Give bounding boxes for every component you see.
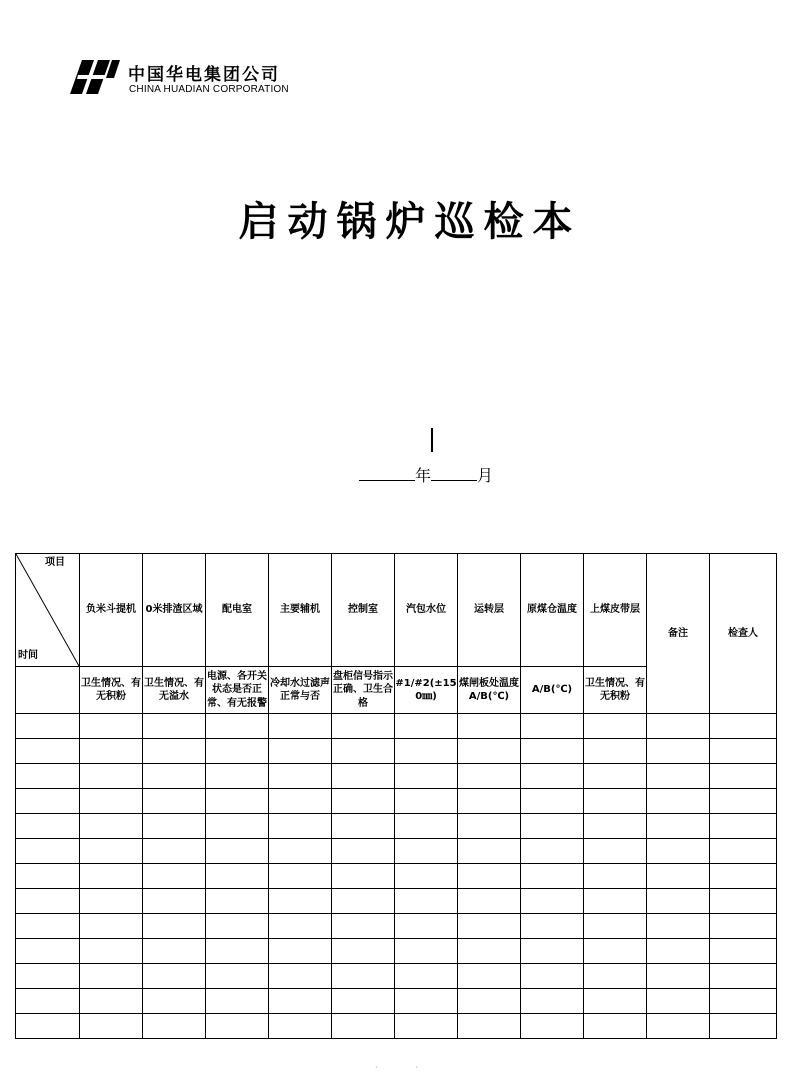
entry-cell[interactable] [584, 864, 647, 889]
time-cell[interactable] [16, 964, 80, 989]
entry-cell[interactable] [458, 1014, 521, 1039]
entry-cell[interactable] [521, 889, 584, 914]
column-header: 配电室 [206, 554, 269, 667]
month-label: 月 [477, 466, 494, 485]
column-header: 控制室 [332, 554, 395, 667]
entry-cell[interactable] [710, 864, 777, 889]
entry-cell[interactable] [584, 714, 647, 739]
entry-cell[interactable] [395, 964, 458, 989]
year-blank[interactable] [359, 464, 415, 481]
year-label: 年 [415, 466, 432, 485]
entry-cell[interactable] [332, 964, 395, 989]
entry-cell[interactable] [395, 914, 458, 939]
criteria-cell: #1/#2(±150㎜) [395, 667, 458, 714]
corner-time-label: 时间 [18, 649, 38, 661]
entry-cell[interactable] [80, 789, 143, 814]
entry-cell[interactable] [332, 864, 395, 889]
entry-cell[interactable] [80, 964, 143, 989]
table-row [16, 964, 777, 989]
entry-cell[interactable] [332, 714, 395, 739]
entry-cell[interactable] [521, 814, 584, 839]
time-cell[interactable] [16, 839, 80, 864]
entry-cell[interactable] [332, 839, 395, 864]
company-logo [68, 58, 318, 98]
criteria-cell: 冷却水过滤声正常与否 [269, 667, 332, 714]
entry-cell[interactable] [710, 764, 777, 789]
entry-cell[interactable] [206, 939, 269, 964]
entry-cell[interactable] [332, 814, 395, 839]
entry-cell[interactable] [269, 939, 332, 964]
time-cell[interactable] [16, 739, 80, 764]
time-cell[interactable] [16, 889, 80, 914]
entry-cell[interactable] [710, 839, 777, 864]
entry-cell[interactable] [206, 889, 269, 914]
entry-cell[interactable] [584, 739, 647, 764]
entry-cell[interactable] [206, 964, 269, 989]
entry-cell[interactable] [458, 989, 521, 1014]
entry-cell[interactable] [80, 839, 143, 864]
table-row [16, 989, 777, 1014]
entry-cell[interactable] [647, 739, 710, 764]
entry-cell[interactable] [710, 939, 777, 964]
entry-cell[interactable] [143, 939, 206, 964]
entry-cell[interactable] [458, 814, 521, 839]
criteria-cell: 电源、各开关状态是否正常、有无报警 [206, 667, 269, 714]
corner-item-label: 项目 [45, 557, 65, 568]
entry-cell[interactable] [647, 714, 710, 739]
entry-cell[interactable] [458, 864, 521, 889]
column-header: 运转层 [458, 554, 521, 667]
entry-cell[interactable] [143, 889, 206, 914]
entry-cell[interactable] [647, 839, 710, 864]
entry-cell[interactable] [332, 889, 395, 914]
table-row [16, 739, 777, 764]
remark-header: 备注 [647, 554, 710, 714]
entry-cell[interactable] [395, 1014, 458, 1039]
entry-cell[interactable] [521, 739, 584, 764]
entry-cell[interactable] [395, 864, 458, 889]
entry-cell[interactable] [458, 789, 521, 814]
entry-cell[interactable] [521, 1014, 584, 1039]
entry-cell[interactable] [521, 939, 584, 964]
entry-cell[interactable] [143, 914, 206, 939]
entry-cell[interactable] [269, 764, 332, 789]
entry-cell[interactable] [143, 714, 206, 739]
entry-cell[interactable] [332, 739, 395, 764]
entry-cell[interactable] [521, 864, 584, 889]
entry-cell[interactable] [710, 1014, 777, 1039]
huadian-logo-icon [68, 58, 122, 96]
column-header: 汽包水位 [395, 554, 458, 667]
entry-cell[interactable] [395, 739, 458, 764]
entry-cell[interactable] [143, 964, 206, 989]
entry-cell[interactable] [143, 864, 206, 889]
entry-cell[interactable] [80, 989, 143, 1014]
entry-cell[interactable] [521, 839, 584, 864]
entry-cell[interactable] [80, 814, 143, 839]
entry-cell[interactable] [143, 764, 206, 789]
entry-cell[interactable] [458, 939, 521, 964]
table-row [16, 764, 777, 789]
entry-cell[interactable] [395, 714, 458, 739]
entry-cell[interactable] [584, 814, 647, 839]
entry-cell[interactable] [395, 889, 458, 914]
criteria-cell: 卫生情况、有无积粉 [584, 667, 647, 714]
entry-cell[interactable] [332, 939, 395, 964]
document-title: 启动锅炉巡检本 [238, 199, 582, 245]
entry-cell[interactable] [269, 914, 332, 939]
column-header: 负米斗提机 [80, 554, 143, 667]
entry-cell[interactable] [80, 864, 143, 889]
entry-cell[interactable] [710, 989, 777, 1014]
criteria-cell: 卫生情况、有无溢水 [143, 667, 206, 714]
entry-cell[interactable] [206, 789, 269, 814]
entry-cell[interactable] [269, 789, 332, 814]
entry-cell[interactable] [647, 864, 710, 889]
page-footer-marks: ·· [375, 1063, 457, 1072]
entry-cell[interactable] [395, 939, 458, 964]
entry-cell[interactable] [458, 714, 521, 739]
entry-cell[interactable] [80, 739, 143, 764]
table-row [16, 789, 777, 814]
entry-cell[interactable] [80, 714, 143, 739]
entry-cell[interactable] [584, 939, 647, 964]
table-row [16, 914, 777, 939]
entry-cell[interactable] [584, 989, 647, 1014]
table-row [16, 864, 777, 889]
entry-cell[interactable] [647, 914, 710, 939]
entry-cell[interactable] [269, 739, 332, 764]
inspection-table [15, 553, 777, 1039]
time-cell[interactable] [16, 764, 80, 789]
entry-cell[interactable] [458, 889, 521, 914]
entry-cell[interactable] [458, 764, 521, 789]
entry-cell[interactable] [458, 914, 521, 939]
entry-cell[interactable] [269, 864, 332, 889]
entry-cell[interactable] [269, 889, 332, 914]
entry-cell[interactable] [647, 889, 710, 914]
entry-cell[interactable] [269, 714, 332, 739]
entry-cell[interactable] [710, 964, 777, 989]
entry-cell[interactable] [332, 789, 395, 814]
entry-cell[interactable] [710, 914, 777, 939]
column-header: 主要辅机 [269, 554, 332, 667]
column-header: 0米排渣区域 [143, 554, 206, 667]
logo-chinese-name: 中国华电集团公司 [128, 65, 280, 85]
entry-cell[interactable] [269, 964, 332, 989]
entry-cell[interactable] [143, 989, 206, 1014]
time-cell[interactable] [16, 914, 80, 939]
entry-cell[interactable] [332, 989, 395, 1014]
time-cell[interactable] [16, 864, 80, 889]
entry-cell[interactable] [584, 889, 647, 914]
inspector-header: 检查人 [710, 554, 777, 714]
column-header: 原煤仓温度 [521, 554, 584, 667]
entry-cell[interactable] [395, 764, 458, 789]
entry-cell[interactable] [143, 1014, 206, 1039]
column-header: 上煤皮带层 [584, 554, 647, 667]
logo-english-name: CHINA HUADIAN CORPORATION [129, 84, 289, 95]
entry-cell[interactable] [80, 889, 143, 914]
criteria-cell: A/B(℃) [521, 667, 584, 714]
time-cell[interactable] [16, 814, 80, 839]
entry-cell[interactable] [584, 914, 647, 939]
entry-cell[interactable] [332, 1014, 395, 1039]
time-subheader-cell [16, 667, 80, 714]
entry-cell[interactable] [332, 764, 395, 789]
entry-cell[interactable] [521, 989, 584, 1014]
entry-cell[interactable] [458, 739, 521, 764]
entry-cell[interactable] [458, 839, 521, 864]
entry-cell[interactable] [584, 1014, 647, 1039]
entry-cell[interactable] [206, 814, 269, 839]
entry-cell[interactable] [206, 739, 269, 764]
entry-cell[interactable] [710, 889, 777, 914]
entry-cell[interactable] [269, 814, 332, 839]
corner-cell [16, 554, 80, 667]
entry-cell[interactable] [206, 864, 269, 889]
entry-cell[interactable] [206, 764, 269, 789]
entry-cell[interactable] [395, 989, 458, 1014]
entry-cell[interactable] [710, 814, 777, 839]
entry-cell[interactable] [521, 714, 584, 739]
entry-cell[interactable] [206, 714, 269, 739]
entry-cell[interactable] [332, 914, 395, 939]
entry-cell[interactable] [143, 839, 206, 864]
entry-cell[interactable] [206, 914, 269, 939]
table-row [16, 839, 777, 864]
table-row [16, 714, 777, 739]
time-cell[interactable] [16, 939, 80, 964]
table-row [16, 1014, 777, 1039]
entry-cell[interactable] [647, 989, 710, 1014]
entry-cell[interactable] [584, 764, 647, 789]
entry-cell[interactable] [521, 764, 584, 789]
entry-cell[interactable] [143, 814, 206, 839]
entry-cell[interactable] [206, 989, 269, 1014]
entry-cell[interactable] [584, 964, 647, 989]
criteria-cell: 卫生情况、有无积粉 [80, 667, 143, 714]
entry-cell[interactable] [80, 939, 143, 964]
entry-cell[interactable] [458, 964, 521, 989]
header-row [16, 554, 777, 667]
entry-cell[interactable] [647, 939, 710, 964]
time-cell[interactable] [16, 789, 80, 814]
entry-cell[interactable] [647, 1014, 710, 1039]
text-cursor [431, 428, 433, 452]
entry-cell[interactable] [395, 839, 458, 864]
entry-cell[interactable] [521, 964, 584, 989]
entry-cell[interactable] [206, 839, 269, 864]
criteria-cell: 煤闸板处温度 A/B(℃) [458, 667, 521, 714]
entry-cell[interactable] [80, 764, 143, 789]
entry-cell[interactable] [143, 739, 206, 764]
entry-cell[interactable] [584, 789, 647, 814]
entry-cell[interactable] [521, 789, 584, 814]
entry-cell[interactable] [584, 839, 647, 864]
month-blank[interactable] [431, 464, 477, 481]
entry-cell[interactable] [647, 814, 710, 839]
entry-cell[interactable] [710, 739, 777, 764]
entry-cell[interactable] [395, 814, 458, 839]
time-cell[interactable] [16, 714, 80, 739]
entry-cell[interactable] [395, 789, 458, 814]
entry-cell[interactable] [80, 914, 143, 939]
criteria-cell: 盘柜信号指示正确、卫生合格 [332, 667, 395, 714]
entry-cell[interactable] [647, 964, 710, 989]
table-row [16, 814, 777, 839]
date-line [359, 463, 493, 486]
entry-cell[interactable] [269, 839, 332, 864]
entry-cell[interactable] [647, 789, 710, 814]
entry-cell[interactable] [710, 789, 777, 814]
table-row [16, 939, 777, 964]
entry-cell[interactable] [206, 1014, 269, 1039]
time-cell[interactable] [16, 989, 80, 1014]
entry-cell[interactable] [521, 914, 584, 939]
entry-cell[interactable] [80, 1014, 143, 1039]
entry-cell[interactable] [710, 714, 777, 739]
entry-cell[interactable] [647, 764, 710, 789]
table-row [16, 889, 777, 914]
entry-cell[interactable] [269, 1014, 332, 1039]
entry-cell[interactable] [143, 789, 206, 814]
time-cell[interactable] [16, 1014, 80, 1039]
entry-cell[interactable] [269, 989, 332, 1014]
